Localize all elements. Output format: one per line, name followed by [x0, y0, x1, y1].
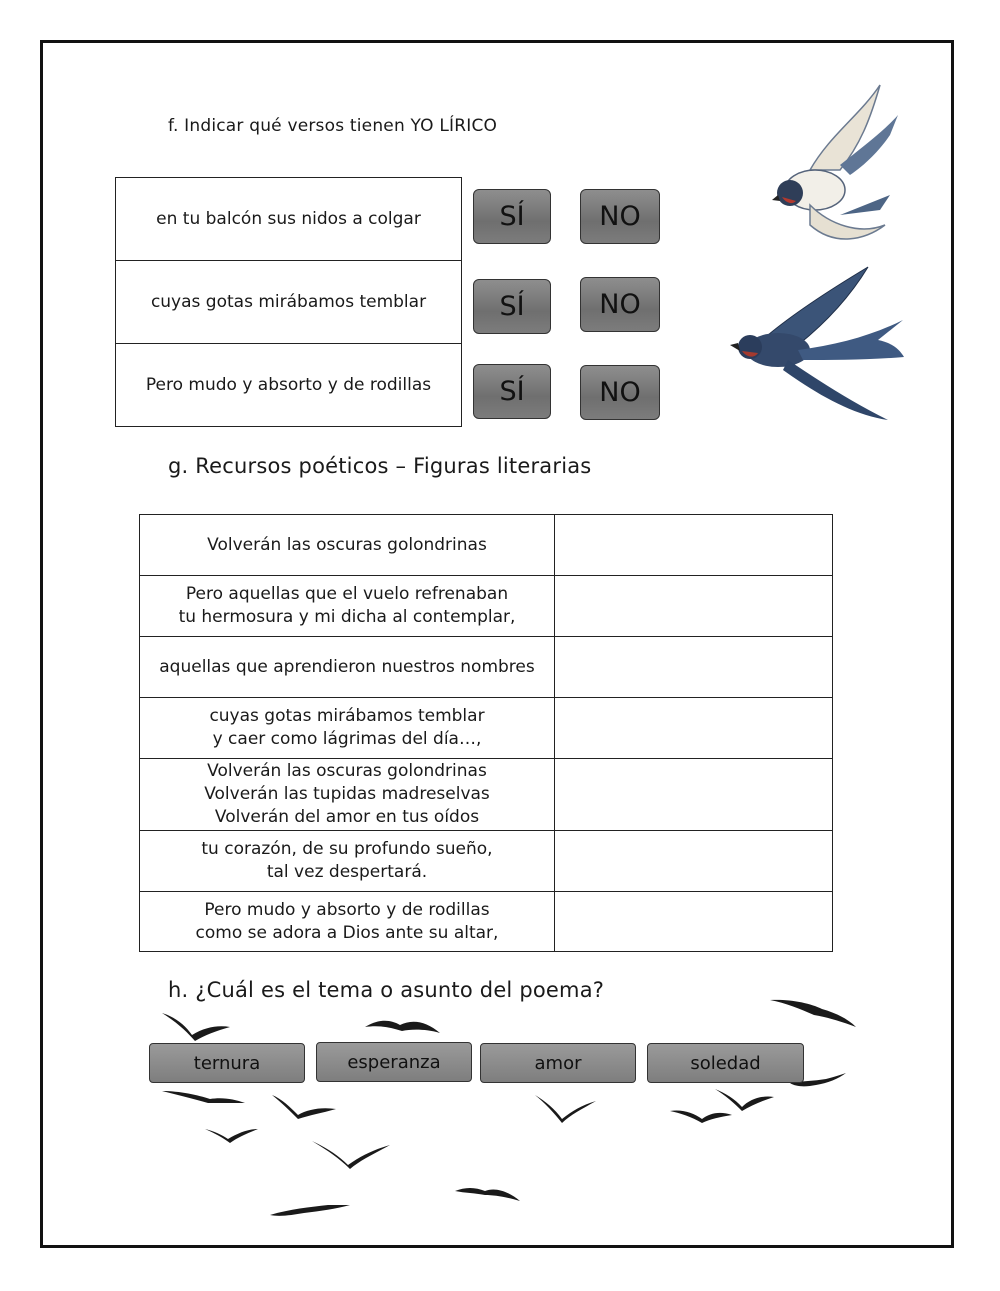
yes-button-row2[interactable]: SÍ [473, 279, 551, 334]
table-row [116, 178, 462, 261]
verse-line: Pero aquellas que el vuelo refrenaban [185, 584, 509, 604]
verse-line: Volverán del amor en tus oídos [214, 807, 480, 827]
answer-cell[interactable] [555, 515, 833, 576]
verse-cell: en tu balcón sus nidos a colgar [116, 178, 462, 261]
verse-line: Volverán las tupidas madreselvas [204, 784, 490, 804]
no-button-row1[interactable]: NO [580, 189, 660, 244]
table-row [116, 261, 462, 344]
table-row [140, 831, 833, 892]
verse-cell: cuyas gotas mirábamos temblar [116, 261, 462, 344]
no-button-row2[interactable]: NO [580, 277, 660, 332]
verse-line: Volverán las oscuras golondrinas [207, 761, 487, 781]
section-g-heading: g. Recursos poéticos – Figuras literarias [168, 454, 592, 478]
option-esperanza[interactable]: esperanza [316, 1042, 472, 1082]
section-f-table [115, 177, 462, 427]
swallow-illustration-light [770, 75, 910, 250]
verse-cell [140, 698, 555, 759]
option-ternura[interactable]: ternura [149, 1043, 305, 1083]
section-f-heading: f. Indicar qué versos tienen YO LÍRICO [168, 116, 498, 136]
verse-line: Pero mudo y absorto y de rodillas [204, 899, 490, 920]
answer-cell[interactable] [555, 892, 833, 952]
verse-cell [140, 576, 555, 637]
verse-line: tal vez despertará. [266, 862, 428, 882]
section-h-heading: h. ¿Cuál es el tema o asunto del poema? [168, 978, 605, 1002]
yes-button-row3[interactable]: SÍ [473, 364, 551, 419]
verse-cell [140, 892, 555, 952]
verse-line: Volverán las oscuras golondrinas [207, 534, 487, 555]
yes-button-row1[interactable]: SÍ [473, 189, 551, 244]
table-row [140, 515, 833, 576]
verse-cell [140, 831, 555, 892]
verse-line: aquellas que aprendieron nuestros nombres [159, 656, 535, 677]
section-g-table [139, 514, 833, 952]
verse-cell [140, 515, 555, 576]
answer-cell[interactable] [555, 637, 833, 698]
verse-cell [140, 637, 555, 698]
option-amor[interactable]: amor [480, 1043, 636, 1083]
verse-line: como se adora a Dios ante su altar, [195, 922, 499, 943]
table-row [140, 759, 833, 831]
answer-cell[interactable] [555, 759, 833, 831]
table-row [140, 892, 833, 952]
verse-cell: Pero mudo y absorto y de rodillas [116, 344, 462, 427]
bird-flock-silhouettes [150, 995, 870, 1225]
verse-line: tu hermosura y mi dicha al contemplar, [178, 607, 516, 627]
answer-cell[interactable] [555, 831, 833, 892]
verse-line: y caer como lágrimas del día…, [212, 729, 482, 749]
swallow-illustration-blue [728, 265, 908, 425]
answer-cell[interactable] [555, 698, 833, 759]
table-row [116, 344, 462, 427]
table-row [140, 698, 833, 759]
answer-cell[interactable] [555, 576, 833, 637]
verse-line: tu corazón, de su profundo sueño, [201, 839, 493, 859]
table-row [140, 576, 833, 637]
verse-line: cuyas gotas mirábamos temblar [209, 706, 485, 726]
table-row [140, 637, 833, 698]
option-soledad[interactable]: soledad [647, 1043, 804, 1083]
verse-cell [140, 759, 555, 831]
no-button-row3[interactable]: NO [580, 365, 660, 420]
